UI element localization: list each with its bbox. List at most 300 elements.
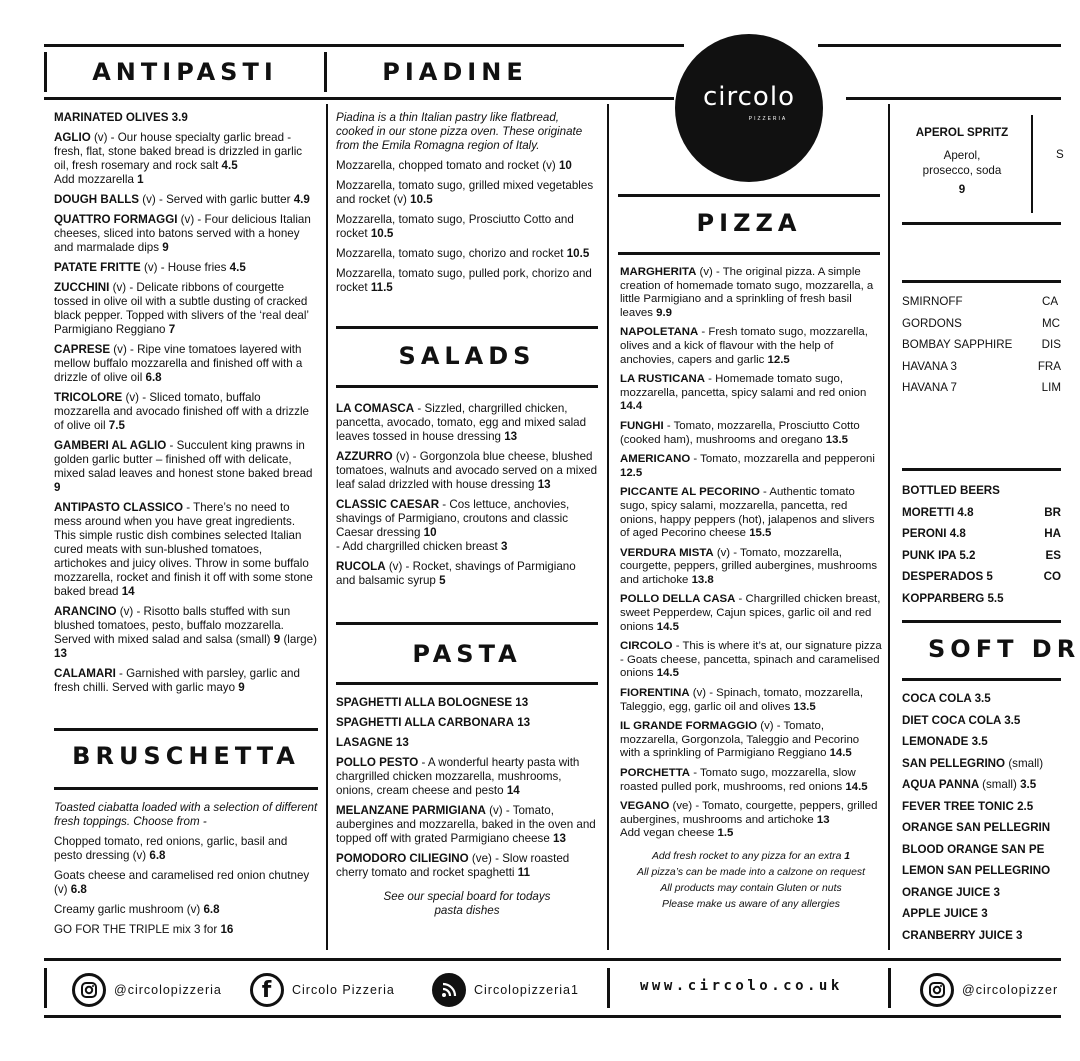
item-desc: (v) - Served with garlic butter [139,193,291,206]
beer-row [902,566,1061,588]
item-desc: (v) - Our house specialty garlic bread - fresh, flat, stone baked bread is drizzled in garlic oil, fresh rosemary and rock salt [54,131,303,172]
spirit-row [902,356,1061,378]
bruschetta-list [54,801,318,943]
spirits-list [902,291,1061,399]
pizza-item [620,266,882,320]
piadine-list [336,111,598,301]
piadine-item [336,159,598,173]
item-desc: - Succulent king prawns in golden garlic butter – finished off with delicate, mixed salad leaves and honest stone baked bread [54,439,313,480]
footer-left-bar [44,968,47,1008]
beer-item [902,588,1048,610]
soft-drink-size: (small) [1008,756,1044,770]
item-price: 4.5 [229,261,246,274]
item-desc: - Tomato sugo, mozzarella, slow roasted pulled pork, mushrooms, red onions [620,767,856,793]
item-price: 14.5 [845,780,868,793]
item-name: VERDURA MISTA [620,546,714,559]
antipasti-item [54,605,318,661]
soft-drink-price: 3.5 [1004,713,1021,727]
item-name: PATATE FRITTE [54,261,141,274]
facebook-name: Circolo Pizzeria [292,983,395,997]
item-desc: - Sizzled, chargrilled chicken, pancetta, avocado, tomato, egg and mixed salad leaves tossed in house dressing [336,402,587,443]
soft-drink-price: 3.5 [1020,778,1037,791]
item-price: 10.5 [566,247,590,260]
item-desc: Chopped tomato, red onions, garlic, basil and pesto dressing (v) [54,835,288,862]
salads-item [336,560,598,588]
item-name: ZUCCHINI [54,281,110,294]
next-cocktail-letter: S [1056,148,1064,161]
item-desc: (v) - Tomato, aubergines and mozzarella, baked in the oven and topped off with grated Parmigiano cheese [336,804,596,845]
footer-divider-1 [607,968,610,1008]
beer-name: MORETTI [902,505,955,519]
item-desc: Mozzarella, tomato sugo, grilled mixed vegetables and rocket (v) [336,179,594,206]
beer-price: 5.2 [959,548,976,562]
item-price: 3.9 [171,111,188,124]
beer-name: DESPERADOS [902,570,984,583]
item-price: 9 [162,241,169,254]
item-desc: - A wonderful hearty pasta with chargrilled chicken mozzarella, mushrooms, onions, cream cheese and pesto [336,756,580,797]
website-link[interactable]: www.circolo.co.uk [640,978,843,994]
beer-item [902,545,1046,567]
rss-link[interactable] [432,973,579,1007]
antipasti-item [54,501,318,599]
item-price: 14.5 [656,667,679,680]
item-price: 13 [517,716,531,729]
beer-name-right: ES [1045,548,1061,562]
antipasti-item [54,111,318,125]
item-price: 15.5 [749,527,772,540]
spirit-name-right: DIS [1041,338,1061,351]
instagram-link-2[interactable] [920,973,1058,1007]
item-name: FUNGHI [620,419,664,432]
spirit-row [902,291,1061,313]
item-desc: (v) - Gorgonzola blue cheese, blushed tomatoes, walnuts and avocado served on a mixed leaf salad drizzled with house dressing [336,450,598,491]
item-price: 14.5 [829,747,852,760]
item-name: SPAGHETTI ALLA BOLOGNESE [336,696,513,709]
pizza-note [620,865,882,881]
pasta-top-rule [336,622,598,625]
aperol-divider [1031,115,1033,213]
item-price: 7 [168,323,176,336]
item-price: 13 [816,813,830,826]
item-name: VEGANO [620,800,670,813]
item-desc: Goats cheese and caramelised red onion chutney (v) [54,869,310,896]
item-desc: (v) - Ripe vine tomatoes layered with mellow buffalo mozzarella and finished off with a drizzle of olive oil [54,343,303,384]
footer-top-rule [44,958,1061,961]
beer-price: 4.8 [949,527,966,540]
item-name: GAMBERI AL AGLIO [54,439,167,452]
piadine-item [336,213,598,241]
salads-item [336,402,598,444]
facebook-link[interactable] [250,973,395,1007]
soft-drink-name: BLOOD ORANGE SAN PE [902,842,1045,856]
beer-row [902,545,1061,567]
beer-row [902,588,1061,610]
item-price: 10.5 [410,193,433,206]
cocktail-rule [902,222,1061,225]
item-price: 12.5 [767,353,790,366]
spirit-row [902,313,1061,335]
item-desc: - Garnished with parsley, garlic and fresh chilli. Served with garlic mayo [54,667,300,694]
item-price: 7.5 [108,419,125,432]
soft-drink-name: COCA COLA [902,692,972,705]
item-price: 6.8 [149,849,166,862]
salads-bottom-rule [336,385,598,388]
soft-drink-price: 3 [1016,928,1023,942]
item-price: 4.9 [293,193,310,206]
beer-name-right: HA [1044,527,1061,540]
heading-piadine: PIADINE [382,58,528,86]
item-price: 13 [504,430,518,443]
spirit-name-right: FRA [1037,359,1061,373]
item-price: 14.4 [620,400,643,413]
antipasti-item [54,261,318,275]
salads-item [336,450,598,492]
item-price: 11 [517,866,531,879]
item-desc: (v) - Four delicious Italian cheeses, sliced into batons served with a honey and marmalade dips [54,213,311,254]
soft-drink-price: 3 [981,907,988,920]
beer-name: PERONI [902,527,947,540]
bruschetta-item [54,869,318,897]
header-bottom-rule [44,97,674,100]
pizza-list [620,266,882,913]
item-desc: (ve) - Slow roasted cherry tomato and rocket spaghetti [336,852,570,879]
pasta-item [336,716,598,730]
soft-drink-name: APPLE JUICE [902,907,979,920]
soft-drink-price: 2.5 [1017,799,1034,813]
soft-drink-row [902,688,1061,710]
antipasti-list [54,111,318,701]
heading-antipasti: ANTIPASTI [92,58,278,86]
soft-drink-name: DIET COCA COLA [902,713,1001,727]
item-desc: Mozzarella, tomato sugo, pulled pork, chorizo and rocket [336,267,592,294]
soft-bottom-rule [902,678,1061,681]
beer-price: 5 [986,570,993,583]
note-text: All pizza’s can be made into a calzone on request [637,866,865,878]
item-name: POMODORO CILIEGINO [336,852,469,865]
item-desc: Mozzarella, tomato sugo, Prosciutto Cotto and rocket [336,213,574,240]
item-price: 6.8 [145,371,162,384]
item-extra: - Add chargrilled chicken breast [336,540,498,553]
piadine-item [336,247,598,261]
facebook-icon: f [250,973,284,1007]
antipasti-item [54,213,318,255]
pasta-bottom-rule [336,682,598,685]
item-desc: - There’s no need to mess around when you have great ingredients. This simple rustic dish combines selected Italian cured meats with sun-blushed tomatoes, artichokes and juicy olives. Throw in some buffalo mozzarella, rocket and finish it off with some stone baked bread [54,501,313,598]
beer-item [902,566,1044,588]
instagram-link[interactable] [72,973,222,1007]
item-desc: - Fresh tomato sugo, mozzarella, olives and a kick of flavour with the help of anchovies, capers and garlic [620,326,868,366]
item-name: IL GRANDE FORMAGGIO [620,720,758,733]
spirit-name-right: MC [1042,316,1061,330]
soft-drink-row [902,839,1061,861]
spirit-name: BOMBAY SAPPHIRE [902,338,1013,351]
spirit-row [902,377,1061,399]
item-name: AZZURRO [336,450,393,463]
soft-drink-size: (small) [982,778,1017,791]
soft-drink-name: LEMON SAN PELLEGRINO [902,864,1051,877]
item-price: 6.8 [203,903,220,916]
item-desc: (v) - Rocket, shavings of Parmigiano and balsamic syrup [336,560,576,587]
antipasti-item [54,391,318,433]
heading-salads: SALADS [398,342,536,370]
item-name: LASAGNE [336,736,393,749]
item-desc: - Chargrilled chicken breast, sweet Pepperdew, Cajun spices, garlic oil and red onions [620,593,881,633]
item-price: 4.5 [221,159,238,172]
item-name: NAPOLETANA [620,326,699,339]
item-price: 13.5 [793,700,816,713]
bruschetta-bottom-rule [54,787,318,790]
item-desc: - This is where it’s at, our signature pizza - Goats cheese, pancetta, spinach and caramelised onions [620,640,882,680]
pizza-item [620,640,882,681]
item-name: TRICOLORE [54,391,123,404]
item-price: 16 [220,923,234,936]
pizza-note [620,897,882,913]
note-price: 1 [844,850,851,862]
item-name: RUCOLA [336,560,386,573]
item-price: 5 [439,574,446,587]
item-price: 10 [558,159,572,172]
beer-row [902,523,1061,545]
salads-item [336,498,598,554]
soft-drink-name: AQUA PANNA [902,778,979,791]
beer-price: 5.5 [987,591,1004,605]
pizza-item [620,326,882,367]
instagram-handle: @circolopizzeria [114,983,222,997]
soft-drink-price: 3 [993,885,1000,899]
pasta-note: See our special board for todays pasta dishes [383,890,551,917]
bruschetta-intro: Toasted ciabatta loaded with a selection of different fresh toppings. Choose from - [54,801,318,828]
soft-drinks-list [902,688,1061,946]
salads-list [336,402,598,594]
column-divider-1 [326,104,328,950]
beer-item [902,523,1044,545]
item-name: FIORENTINA [620,687,690,700]
bruschetta-item [54,835,318,863]
pizza-item [620,486,882,540]
pasta-list [336,696,598,924]
item-price: 14 [506,784,520,797]
spirit-row [902,334,1061,356]
pasta-item [336,736,598,750]
pizza-item [620,453,882,480]
item-desc: - Homemade tomato sugo, mozzarella, pancetta, spicy salami and red onion [620,373,867,399]
rss-handle: Circolopizzeria1 [474,983,579,997]
beer-name: KOPPARBERG [902,591,985,605]
circolo-logo: circolo PIZZERIA [675,34,823,182]
soft-drink-row [902,903,1061,925]
pizza-item [620,547,882,588]
beers-title: BOTTLED BEERS [902,484,1000,497]
piadine-item [336,267,598,295]
item-desc: (v) - Spinach, tomato, mozzarella, Taleggio, egg, garlic oil and olives [620,687,864,713]
rss-icon [432,973,466,1007]
item-desc: Creamy garlic mushroom (v) [54,903,201,916]
item-name: QUATTRO FORMAGGI [54,213,178,226]
soft-drink-name: SAN PELLEGRINO [902,756,1006,770]
instagram-icon [72,973,106,1007]
beer-name-right: CO [1043,570,1061,583]
piadine-left-bar [324,52,327,92]
item-desc: (v) - Sliced tomato, buffalo mozzarella and avocado finished off with a drizzle of olive oil [54,391,309,432]
item-price: 13 [395,736,409,749]
item-price: 10.5 [370,227,394,240]
heading-pasta: PASTA [412,640,522,668]
note-text: All products may contain Gluten or nuts [660,882,842,894]
antipasti-item [54,343,318,385]
salads-top-rule [336,326,598,329]
item-price: 13 [537,478,551,491]
heading-bruschetta: BRUSCHETTA [72,742,300,770]
pizza-item [620,420,882,447]
item-desc: - Authentic tomato sugo, spicy salami, mozzarella, pancetta, red onions, happy peppers (hot), jalapenos and slivers of aged Pecorino cheese [620,486,875,540]
beer-name: PUNK IPA [902,548,957,562]
antipasti-left-bar [44,52,47,92]
beers-list [902,480,1061,609]
column-divider-3 [888,104,890,950]
item-price: 6.8 [70,883,87,896]
spirit-name-right: LIM [1041,381,1061,394]
item-price: 9 [238,681,245,694]
pizza-item [620,373,882,414]
item-extra-price: 1.5 [717,827,734,840]
soft-drink-price: 3.5 [971,735,988,748]
item-price: 13.5 [825,433,848,446]
soft-drink-row [902,796,1061,818]
beer-price: 4.8 [957,505,974,519]
soft-drink-row [902,817,1061,839]
pizza-bottom-rule [618,252,880,255]
aperol-spritz: APEROL SPRITZ Aperol, prosecco, soda 9 [915,126,1009,196]
item-name: ARANCINO [54,605,117,618]
soft-drink-row [902,710,1061,732]
pizza-note [620,881,882,897]
item-price: 14.5 [656,620,679,633]
antipasti-item [54,667,318,695]
bruschetta-top-rule [54,728,318,731]
spirit-name-right: CA [1042,295,1059,308]
antipasti-item [54,281,318,337]
column-divider-2 [607,104,609,950]
antipasti-item [54,439,318,495]
soft-drink-name: LEMONADE [902,735,969,748]
pasta-item [336,804,598,846]
soft-drink-row [902,882,1061,904]
item-desc: (v) - Tomato, mozzarella, courgette, peppers, grilled aubergines, mushrooms and artichoke [620,546,878,586]
item-desc: - Tomato, mozzarella and pepperoni [690,453,875,466]
item-name: PICCANTE AL PECORINO [620,486,760,499]
soft-drink-name: ORANGE SAN PELLEGRIN [902,821,1051,834]
item-price: 9.9 [656,306,672,319]
bruschetta-item [54,923,318,937]
item-name: MARGHERITA [620,266,697,278]
item-price: 12.5 [620,466,643,479]
item-price: 9 [273,633,281,646]
heading-pizza: PIZZA [696,209,802,237]
note-text: Add fresh rocket to any pizza for an extra [651,850,842,862]
item-desc: - Cos lettuce, anchovies, shavings of Parmigiano, croutons and classic Caesar dressing [336,498,570,539]
pizza-item [620,767,882,794]
soft-drink-row [902,753,1061,775]
pasta-item [336,852,598,880]
item-extra: Add vegan cheese [620,827,715,840]
item-name: AGLIO [54,131,91,144]
item-desc: - Tomato, mozzarella, Prosciutto Cotto (cooked ham), mushrooms and oregano [620,419,860,446]
piadine-intro: Piadina is a thin Italian pastry like flatbread, cooked in our stone pizza oven. These originate from the Emila Romagna region of Italy. [336,111,583,152]
item-name: CLASSIC CAESAR [336,498,440,511]
footer-divider-2 [888,968,891,1008]
item-extra-price: 3 [501,540,508,553]
beer-row [902,502,1061,524]
pizza-item [620,593,882,634]
item-extra-price: 13 [54,647,67,660]
item-desc: (v) - Tomato, mozzarella, Gorgonzola, Taleggio and Pecorino with a sprinkling of Parmigiano Reggiano [620,720,860,760]
pizza-note [620,849,882,865]
item-name: CAPRESE [54,343,111,356]
spirit-name: SMIRNOFF [902,295,963,308]
item-desc: (ve) - Tomato, courgette, peppers, grilled aubergines, mushrooms and artichoke [620,800,878,826]
instagram-icon [920,973,954,1007]
item-name: ANTIPASTO CLASSICO [54,501,184,514]
item-price: 13.8 [691,573,714,586]
pizza-item [620,720,882,761]
spirits-rule [902,280,1061,283]
pasta-item [336,756,598,798]
pizza-item [620,800,882,841]
soft-drink-row [902,860,1061,882]
item-price: 13 [515,696,529,709]
item-name: POLLO DELLA CASA [620,593,736,606]
soft-drink-name: FEVER TREE TONIC [902,799,1014,813]
item-name: POLLO PESTO [336,756,419,769]
soft-drink-row [902,925,1061,947]
item-price: 14 [121,585,135,598]
soft-drink-row [902,731,1061,753]
item-name: MELANZANE PARMIGIANA [336,804,486,817]
spirit-name: GORDONS [902,316,962,330]
soft-top-rule [902,620,1061,623]
item-price: 10 [423,526,437,539]
spirit-name: HAVANA 3 [902,359,957,373]
right-header-rule [846,97,1061,100]
top-rule-left [44,44,684,47]
item-extra-price: 1 [137,173,144,186]
item-desc: (v) - The original pizza. A simple creation of homemade tomato sugo, mozzarella, a little Parmigiano and a sprinkling of fresh basil leaves [620,266,874,319]
soft-drink-name: CRANBERRY JUICE [902,928,1013,942]
item-desc: Mozzarella, tomato sugo, chorizo and rocket [336,247,564,260]
item-desc: Mozzarella, chopped tomato and rocket (v) [336,159,556,172]
item-desc: (v) - House fries [140,261,227,274]
pizza-item [620,687,882,714]
item-desc: (v) - Delicate ribbons of courgette tossed in olive oil with a subtle dusting of cracked black pepper. Topped with slivers of the ‘real deal’ Parmigiano Reggiano [54,281,309,336]
spirit-name: HAVANA 7 [902,381,957,394]
antipasti-item [54,131,318,187]
note-text: Please make us aware of any allergies [662,898,840,910]
item-desc: (v) - Risotto balls stuffed with sun blushed tomatoes, pesto, buffalo mozzarella. Served with mixed salad and salsa (small) [54,605,291,646]
item-name: CALAMARI [54,667,116,680]
item-extra: Add mozzarella [54,173,134,186]
item-price: 11.5 [370,281,393,294]
item-price: 9 [54,481,61,494]
item-name: LA RUSTICANA [620,373,706,386]
item-name: SPAGHETTI ALLA CARBONARA [336,716,514,729]
item-name: CIRCOLO [620,640,673,653]
item-name: LA COMASCA [336,402,415,415]
footer-bottom-rule [44,1015,1061,1018]
instagram-handle-2: @circolopizzer [962,983,1059,997]
piadine-item [336,179,598,207]
soft-drink-name: ORANGE JUICE [902,885,991,899]
pizza-top-rule [618,194,880,197]
